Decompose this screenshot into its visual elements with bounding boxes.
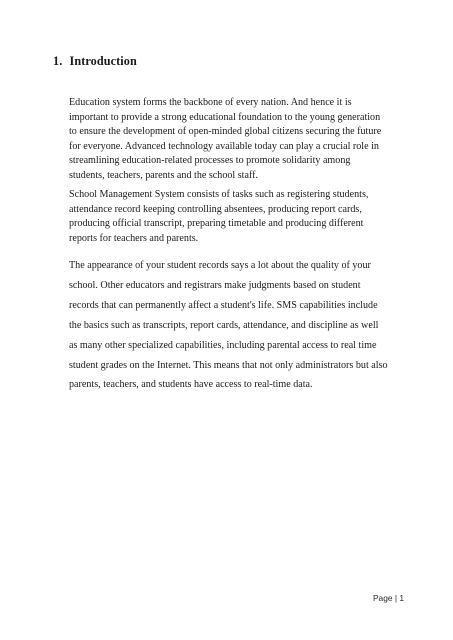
text-line: student grades on the Internet. This means that not only administrators but also: [69, 359, 388, 371]
text-line: reports for teachers and parents.: [69, 232, 199, 244]
text-line: streamlining education-related processes to promote solidarity among: [69, 155, 351, 167]
text-line: the basics such as transcripts, report cards, attendance, and discipline as well: [69, 319, 379, 331]
text-line: The appearance of your student records says a lot about the quality of your: [69, 260, 371, 271]
text-line: important to provide a strong educational foundation to the young generation: [69, 111, 381, 123]
paragraph-intro: [69, 96, 399, 184]
text-line: as many other specialized capabilities, including parental access to real time: [69, 339, 377, 351]
text-line: School Management System consists of tasks such as registering students,: [69, 189, 369, 200]
section-title: Introduction: [69, 54, 137, 68]
paragraph-sms-tasks: [69, 188, 399, 246]
text-line: school. Other educators and registrars make judgments based on student: [69, 279, 361, 291]
text-line: attendance record keeping controlling absentees, producing report cards,: [69, 203, 362, 215]
text-line: parents, teachers, and students have access to real-time data.: [69, 379, 313, 391]
text-line: for everyone. Advanced technology available today can play a crucial role in: [69, 140, 379, 152]
text-line: producing official transcript, preparing timetable and producing different: [69, 218, 364, 230]
text-line: Education system forms the backbone of every nation. And hence it is: [69, 97, 352, 108]
paragraph-student-records: [69, 256, 399, 395]
section-heading: [53, 54, 137, 69]
text-line: students, teachers, parents and the school staff.: [69, 169, 259, 181]
text-line: to ensure the development of open-minded global citizens securing the future: [69, 126, 382, 138]
page-number-footer: Page | 1: [372, 593, 404, 603]
text-line: records that can permanently affect a student's life. SMS capabilities include: [69, 299, 378, 311]
section-number: 1.: [53, 54, 63, 68]
